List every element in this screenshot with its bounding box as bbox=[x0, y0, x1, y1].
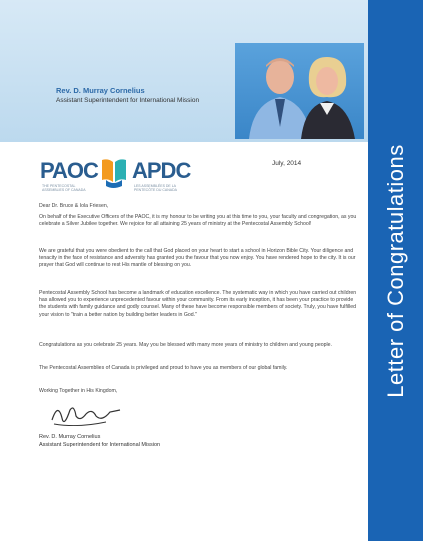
letter-salutation: Dear Dr. Bruce & Iola Friesen, bbox=[39, 203, 109, 209]
signer-name: Rev. D. Murray Cornelius bbox=[39, 434, 101, 440]
side-title: Letter of Congratulations bbox=[382, 143, 408, 398]
paoc-apdc-logo bbox=[40, 156, 200, 196]
signature-image bbox=[48, 398, 128, 432]
letter-paragraph-4: Congratulations as you celebrate 25 years. May you be blessed with many more years of ministry to children and young people. bbox=[39, 342, 332, 348]
side-title-band bbox=[368, 0, 423, 541]
logo-paoc-subtitle: THE PENTECOSTAL ASSEMBLIES OF CANADA bbox=[42, 184, 86, 192]
letter-body bbox=[0, 142, 368, 541]
header-name: Rev. D. Murray Cornelius bbox=[56, 86, 145, 95]
letter-paragraph-5: The Pentecostal Assemblies of Canada is privileged and proud to have you as members of our global family. bbox=[39, 365, 288, 371]
letter-paragraph-1: On behalf of the Executive Officers of the PAOC, it is my honour to be writing you at this time to you, your faculty and congregation, as you celebrate a Silver Jubilee together. We rejoice for all attaining 25 years of ministry at the Pentecostal Assembly School! bbox=[39, 214, 357, 228]
portrait-photo bbox=[235, 43, 364, 139]
header-band bbox=[0, 0, 368, 142]
logo-paoc-text: PAOC bbox=[40, 158, 98, 183]
header-role: Assistant Superintendent for International Mission bbox=[56, 97, 200, 104]
letter-date: July, 2014 bbox=[272, 160, 302, 167]
signer-role: Assistant Superintendent for International Mission bbox=[39, 442, 161, 448]
logo-apdc-text: APDC bbox=[132, 158, 191, 183]
letter-closing: Working Together in His Kingdom, bbox=[39, 388, 118, 394]
letter-paragraph-2: We are grateful that you were obedient to the call that God placed on your heart to start a school in Horizon Bible City. Your diligence and tenacity in the face of resistance and adversity has granted you the favour that you now enjoy. You have rendered hope to the city. It is our prayer that God will continue to rest His mantle of blessing on you. bbox=[39, 248, 356, 269]
logo-apdc-subtitle: LES ASSEMBLÉES DE LA PENTECÔTE DU CANADA bbox=[134, 184, 177, 192]
letter-paragraph-3: Pentecostal Assembly School has become a landmark of education excellence. The systematic way in which you have carried out children has allowed you to experience unprecedented favour within your community. From its early inception, it has been your practice to provide the students with family guidance and godly counsel. Many of these have become responsible members of society. Truly, you have fulfilled your vision to "train a better nation by building better leaders in God." bbox=[39, 290, 357, 318]
logo-book-icon bbox=[100, 156, 128, 190]
